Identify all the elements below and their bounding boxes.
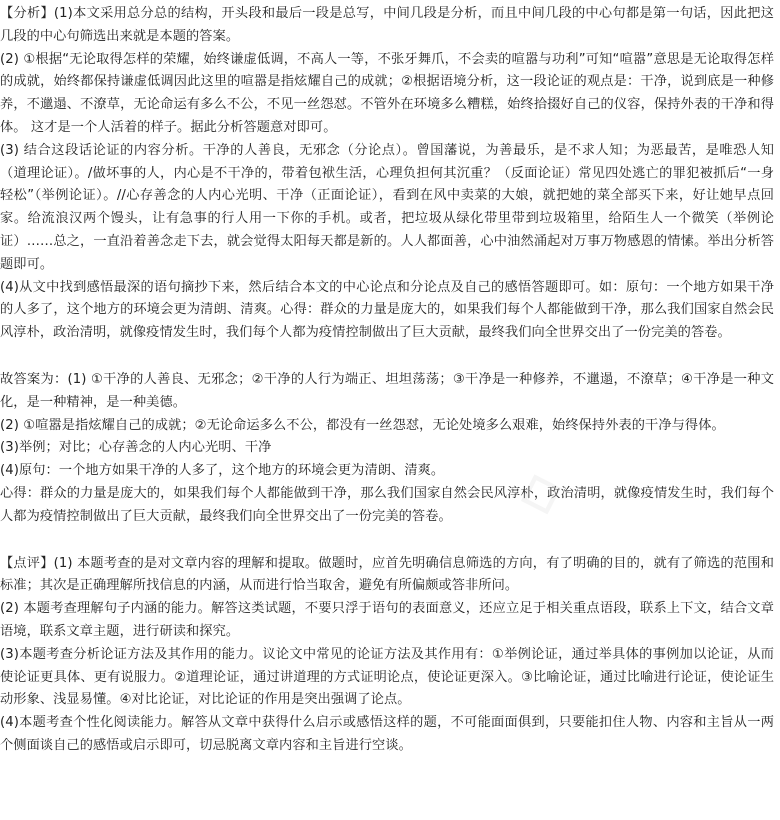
section-spacer: [0, 345, 774, 369]
analysis-paragraph-1: 【分析】(1)本文采用总分总的结构，开头段和最后一段是总写，中间几段是分析，而且中间几段的中心句都是第一句话，因此把这几段的中心句筛选出来就是本题的答案。: [0, 6, 774, 44]
section-spacer: [0, 529, 774, 553]
answer-paragraph-2: (2) ①喧嚣是指炫耀自己的成就；②无论命运多么不公，都没有一丝怨怼，无论处境多么艰难，始终保持外表的干净与得体。: [0, 417, 725, 433]
answer-paragraph-1: 故答案为：(1) ①干净的人善良、无邪念；②干净的人行为端正、坦坦荡荡；③干净是一种修养，不邋遢，不潦草；④干净是一种文化，是一种精神，是一种美德。: [0, 371, 775, 410]
analysis-paragraph-3: (3) 结合这段话论证的内容分析。干净的人善良，无邪念（分论点）。曾国藩说，为善最乐，是不求人知；为恶最苦，是唯恐人知（道理论证）。/做坏事的人，内心是不干净的，带着包袱生活，心理负担何其沉重？（反面论证）常见四处逃亡的罪犯被抓后“一身轻松”（举例论证）。//心存善念的人内心光明、干净（正面论证），看到在风中卖菜的大娘，就把她的菜全部买下来，好让她早点回家。给流浪汉两个馒头，让有急事的行人用一下你的手机。或者，把垃圾从绿化带里带到垃圾箱里，给陌生人一个微笑（举例论证）……总之，一直沿着善念走下去，就会觉得太阳每天都是新的。人人都面善，心中油然涌起对万事万物感恩的情愫。举出分析答题即可。: [0, 142, 774, 272]
answer-paragraph-4: (4)原句：一个地方如果干净的人多了，这个地方的环境会更为清朗、清爽。: [0, 463, 445, 479]
comment-paragraph-4: (4)本题考查个性化阅读能力。解答从文章中获得什么启示或感悟这样的题，不可能面面俱到，只要能扣住人物、内容和主旨从一两个侧面谈自己的感悟或启示即可，切忌脱离文章内容和主旨进行空谈。: [0, 715, 774, 753]
comment-paragraph-3: (3)本题考查分析论证方法及其作用的能力。议论文中常见的论证方法及其作用有：①举例论证，通过举具体的事例加以论证，从而使论证更具体、更有说服力。②道理论证，通过讲道理的方式证明论点，使论证更深入。③比喻论证，通过比喻进行论证，使论证生动形象、浅显易懂。④对比论证，对比论证的作用是突出强调了论点。: [0, 646, 774, 708]
comment-section: [0, 553, 774, 758]
analysis-paragraph-2: (2) ①根据“无论取得怎样的荣耀，始终谦虚低调，不高人一等，不张牙舞爪，不会卖的喧嚣与功利”可知“喧嚣”意思是无论取得怎样的成就，始终都保持谦虚低调因此这里的喧嚣是指炫耀自己的成就；②根据语境分析，这一段论证的观点是：干净，说到底是一种修养，不邋遢、不潦草，无论命运有多么不公，不见一丝怨怼。不管外在环境多么糟糕，始终拾掇好自己的仪容，保持外表的干净和得体。 这才是一个人活着的样子。据此分析答题意对即可。: [0, 51, 774, 135]
answer-paragraph-5: 心得：群众的力量是庞大的，如果我们每个人都能做到干净，那么我们国家自然会民风淳朴，政治清明，就像疫情发生时，我们每个人都为疫情控制做出了巨大贡献，最终我们向全世界交出了一份完美的答卷。: [0, 485, 774, 524]
watermark: ◇: [511, 457, 568, 525]
analysis-paragraph-4: (4)从文中找到感悟最深的语句摘抄下来，然后结合本文的中心论点和分论点及自己的感悟答题即可。如：原句：一个地方如果干净的人多了，这个地方的环境会更为清朗、清爽。心得：群众的力量是庞大的，如果我们每个人都能做到干净，那么我们国家自然会民风淳朴，政治清明，就像疫情发生时，我们每个人都为疫情控制做出了巨大贡献，最终我们向全世界交出了一份完美的答卷。: [0, 279, 774, 341]
comment-paragraph-1: 【点评】(1) 本题考查的是对文章内容的理解和提取。做题时，应首先明确信息筛选的方向，有了明确的目的，就有了筛选的范围和标准；其次是正确理解所找信息的内涵，从而进行恰当取舍，避免有所偏颇或答非所问。: [0, 555, 774, 594]
comment-paragraph-2: (2) 本题考查理解句子内涵的能力。解答这类试题，不要只浮于语句的表面意义，还应立足于相关重点语段，联系上下文，结合文章语境，联系文章主题，进行研读和探究。: [0, 601, 774, 639]
answer-paragraph-3: (3)举例；对比；心存善念的人内心光明、干净: [0, 440, 272, 456]
analysis-section: [0, 3, 774, 345]
answer-section: [0, 369, 774, 529]
